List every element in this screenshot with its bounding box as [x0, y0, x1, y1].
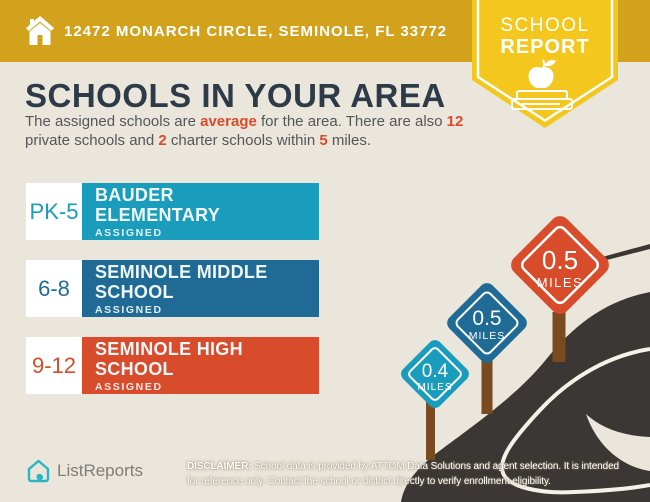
listreports-logo [27, 459, 143, 483]
intro-text-part: for the area. There are also [256, 113, 447, 130]
grade-range: 6-8 [26, 260, 82, 317]
school-name: SEMINOLE MIDDLE SCHOOL [95, 261, 268, 302]
school-name: SEMINOLE HIGH SCHOOL [95, 338, 243, 379]
grade-range: 9-12 [26, 337, 82, 394]
distance-unit: MILES [417, 382, 453, 393]
disclaimer-label: DISCLAIMER: [187, 461, 252, 472]
brand-name: ListReports [57, 461, 143, 480]
distance-unit: MILES [536, 275, 584, 290]
intro-text-part: private schools and [25, 132, 159, 149]
disclaimer-text [187, 459, 649, 489]
distance-unit: MILES [468, 330, 506, 342]
listreports-house-icon [27, 459, 50, 483]
grade-range: PK-5 [26, 183, 82, 240]
assigned-badge: ASSIGNED [95, 303, 163, 316]
distance-value: 0.4 [421, 361, 449, 382]
intro-highlight-miles: 5 [319, 132, 328, 149]
assigned-badge: ASSIGNED [95, 226, 163, 239]
badge-line1: SCHOOL [500, 15, 590, 36]
assigned-badge: ASSIGNED [95, 380, 163, 393]
intro-text-part: miles. [327, 132, 372, 149]
distance-value: 0.5 [541, 245, 579, 275]
school-name: BAUDER ELEMENTARY [95, 184, 221, 225]
badge-line2: REPORT [500, 36, 590, 58]
page-title: SCHOOLS IN YOUR AREA [25, 77, 446, 114]
intro-highlight-private-count: 12 [446, 113, 464, 130]
intro-text-part: charter schools within [166, 132, 320, 149]
intro-text-part: The assigned schools are [25, 113, 201, 130]
disclaimer-line2: for reference only. Contact the school or district directly to verify enrollment eligibility. [187, 476, 551, 487]
intro-highlight-charter-count: 2 [158, 132, 167, 149]
disclaimer-line1: School data is provided by ATTOM Data Solutions and agent selection. It is intended [251, 461, 620, 472]
intro-highlight-average: average [200, 113, 257, 130]
property-address: 12472 MONARCH CIRCLE, SEMINOLE, FL 33772 [64, 22, 448, 40]
sign-post [553, 312, 566, 362]
distance-value: 0.5 [472, 307, 502, 330]
